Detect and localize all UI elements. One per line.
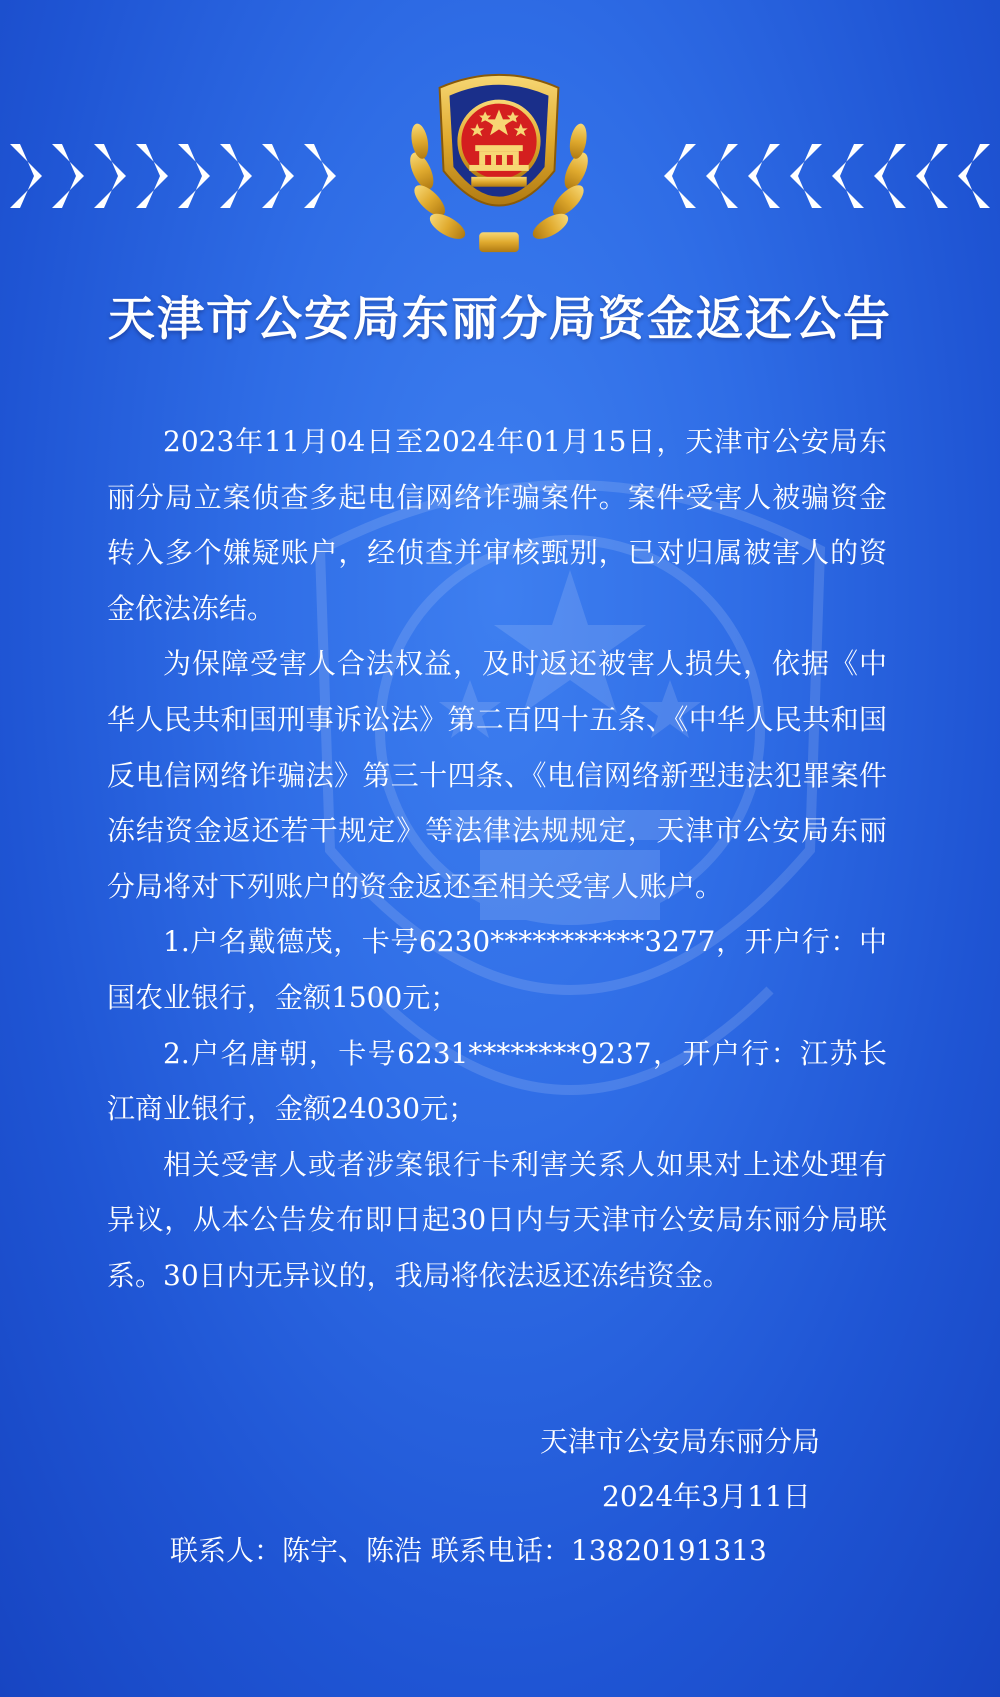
chevron-left-icon bbox=[870, 140, 910, 212]
right-chevron-row bbox=[660, 140, 994, 212]
police-emblem-icon bbox=[400, 62, 598, 260]
left-chevron-row bbox=[6, 140, 340, 212]
paragraph-case-summary: 2023年11月04日至2024年01月15日，天津市公安局东丽分局立案侦查多起电信网络诈骗案件。案件受害人被骗资金转入多个嫌疑账户，经侦查并审核甄别，已对归属被害人的资金依法冻结。 bbox=[107, 425, 887, 625]
announcement-body bbox=[107, 414, 887, 1304]
chevron-left-icon bbox=[828, 140, 868, 212]
paragraph-legal-basis: 为保障受害人合法权益，及时返还被害人损失，依据《中华人民共和国刑事诉讼法》第二百四十五条、《中华人民共和国反电信网络诈骗法》第三十四条、《电信网络新型违法犯罪案件冻结资金返还若干规定》等法律法规规定，天津市公安局东丽分局将对下列账户的资金返还至相关受害人账户。 bbox=[107, 647, 887, 903]
chevron-right-icon bbox=[6, 140, 46, 212]
account-item-1: 1.户名戴德茂，卡号6230***********3277，开户行：中国农业银行，金额1500元； bbox=[107, 925, 887, 1014]
chevron-right-icon bbox=[48, 140, 88, 212]
issue-date: 2024年3月11日 bbox=[602, 1480, 811, 1513]
chevron-right-icon bbox=[216, 140, 256, 212]
chevron-right-icon bbox=[258, 140, 298, 212]
chevron-right-icon bbox=[90, 140, 130, 212]
signature: 天津市公安局东丽分局 bbox=[540, 1425, 821, 1458]
page-title: 天津市公安局东丽分局资金返还公告 bbox=[108, 292, 892, 347]
chevron-left-icon bbox=[912, 140, 952, 212]
chevron-left-icon bbox=[744, 140, 784, 212]
chevron-right-icon bbox=[132, 140, 172, 212]
chevron-left-icon bbox=[954, 140, 994, 212]
contact-info: 联系人：陈宇、陈浩 联系电话：13820191313 bbox=[170, 1534, 767, 1567]
chevron-left-icon bbox=[660, 140, 700, 212]
account-item-2: 2.户名唐朝，卡号6231********9237，开户行：江苏长江商业银行，金额24030元； bbox=[107, 1036, 887, 1126]
chevron-right-icon bbox=[300, 140, 340, 212]
chevron-left-icon bbox=[702, 140, 742, 212]
chevron-left-icon bbox=[786, 140, 826, 212]
paragraph-objection-notice: 相关受害人或者涉案银行卡利害关系人如果对上述处理有异议，从本公告发布即日起30日内与天津市公安局东丽分局联系。30日内无异议的，我局将依法返还冻结资金。 bbox=[107, 1147, 887, 1292]
chevron-right-icon bbox=[174, 140, 214, 212]
